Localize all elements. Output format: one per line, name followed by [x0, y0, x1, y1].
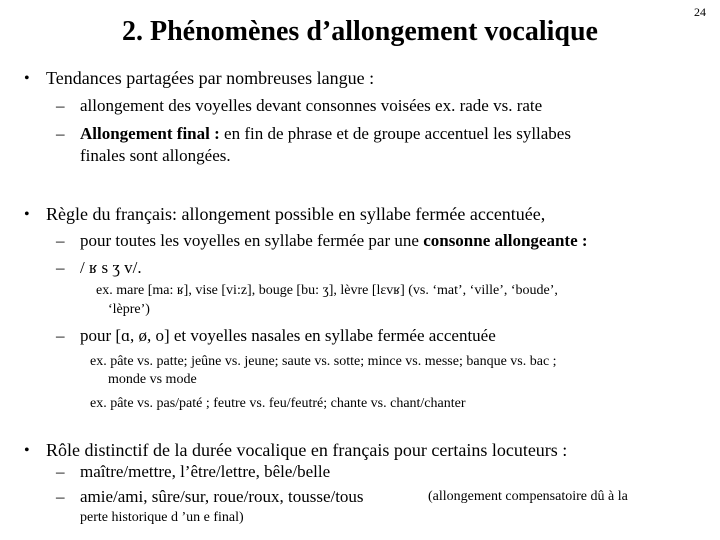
page-number: 24	[694, 5, 706, 19]
example-line: ex. pâte vs. pas/paté ; feutre vs. feu/feutré; chante vs. chant/chanter	[90, 396, 466, 411]
bullet-marker: •	[24, 442, 30, 459]
bullet-1-sub-2-cont: finales sont allongées.	[80, 146, 231, 165]
note-text-cont: perte historique d ’un e final)	[80, 510, 244, 525]
example-line-cont: ‘lèpre’)	[108, 302, 150, 317]
bullet-2-sub-1	[80, 231, 588, 251]
bullet-3-text: Rôle distinctif de la durée vocalique en français pour certains locuteurs :	[46, 440, 568, 460]
bullet-2-sub-2: / ʁ s ʒ v/.	[80, 258, 142, 277]
example-line: ex. mare [ma: ʁ], vise [vi:z], bouge [bu: ʒ], lèvre [lɛvʁ] (vs. ‘mat’, ‘ville’, ‘boude’,	[96, 283, 558, 298]
bullet-1-sub-2-text: en fin de phrase et de groupe accentuel les syllabes	[219, 124, 571, 143]
bullet-3-sub-1: maître/mettre, l’être/lettre, bêle/belle	[80, 462, 331, 481]
bullet-2-text: Règle du français: allongement possible en syllabe fermée accentuée,	[46, 204, 546, 224]
slide-title: 2. Phénomènes d’allongement vocalique	[122, 16, 598, 47]
dash-marker: –	[56, 487, 65, 506]
dash-marker: –	[56, 258, 65, 277]
bullet-marker: •	[24, 206, 30, 223]
dash-marker: –	[56, 326, 65, 345]
bullet-1-sub-1: allongement des voyelles devant consonnes voisées ex. rade vs. rate	[80, 96, 543, 115]
bold-term: Allongement final :	[80, 124, 220, 143]
example-line-cont: monde vs mode	[108, 372, 197, 387]
example-line: ex. pâte vs. patte; jeûne vs. jeune; saute vs. sotte; mince vs. messe; banque vs. bac ;	[90, 354, 557, 369]
bullet-marker: •	[24, 70, 30, 87]
bullet-2-sub-3: pour [ɑ, ø, o] et voyelles nasales en syllabe fermée accentuée	[80, 326, 496, 345]
bullet-1-sub-2	[80, 124, 571, 144]
dash-marker: –	[56, 96, 65, 115]
dash-marker: –	[56, 462, 65, 481]
bold-term: consonne allongeante :	[423, 231, 588, 250]
bullet-3-sub-2: amie/ami, sûre/sur, roue/roux, tousse/tous	[80, 487, 364, 506]
bullet-2-sub-1-text: pour toutes les voyelles en syllabe fermée par une	[80, 231, 424, 250]
dash-marker: –	[56, 231, 65, 250]
note-text: (allongement compensatoire dû à la	[428, 489, 628, 504]
bullet-1-text: Tendances partagées par nombreuses langue :	[46, 68, 375, 88]
dash-marker: –	[56, 124, 65, 143]
